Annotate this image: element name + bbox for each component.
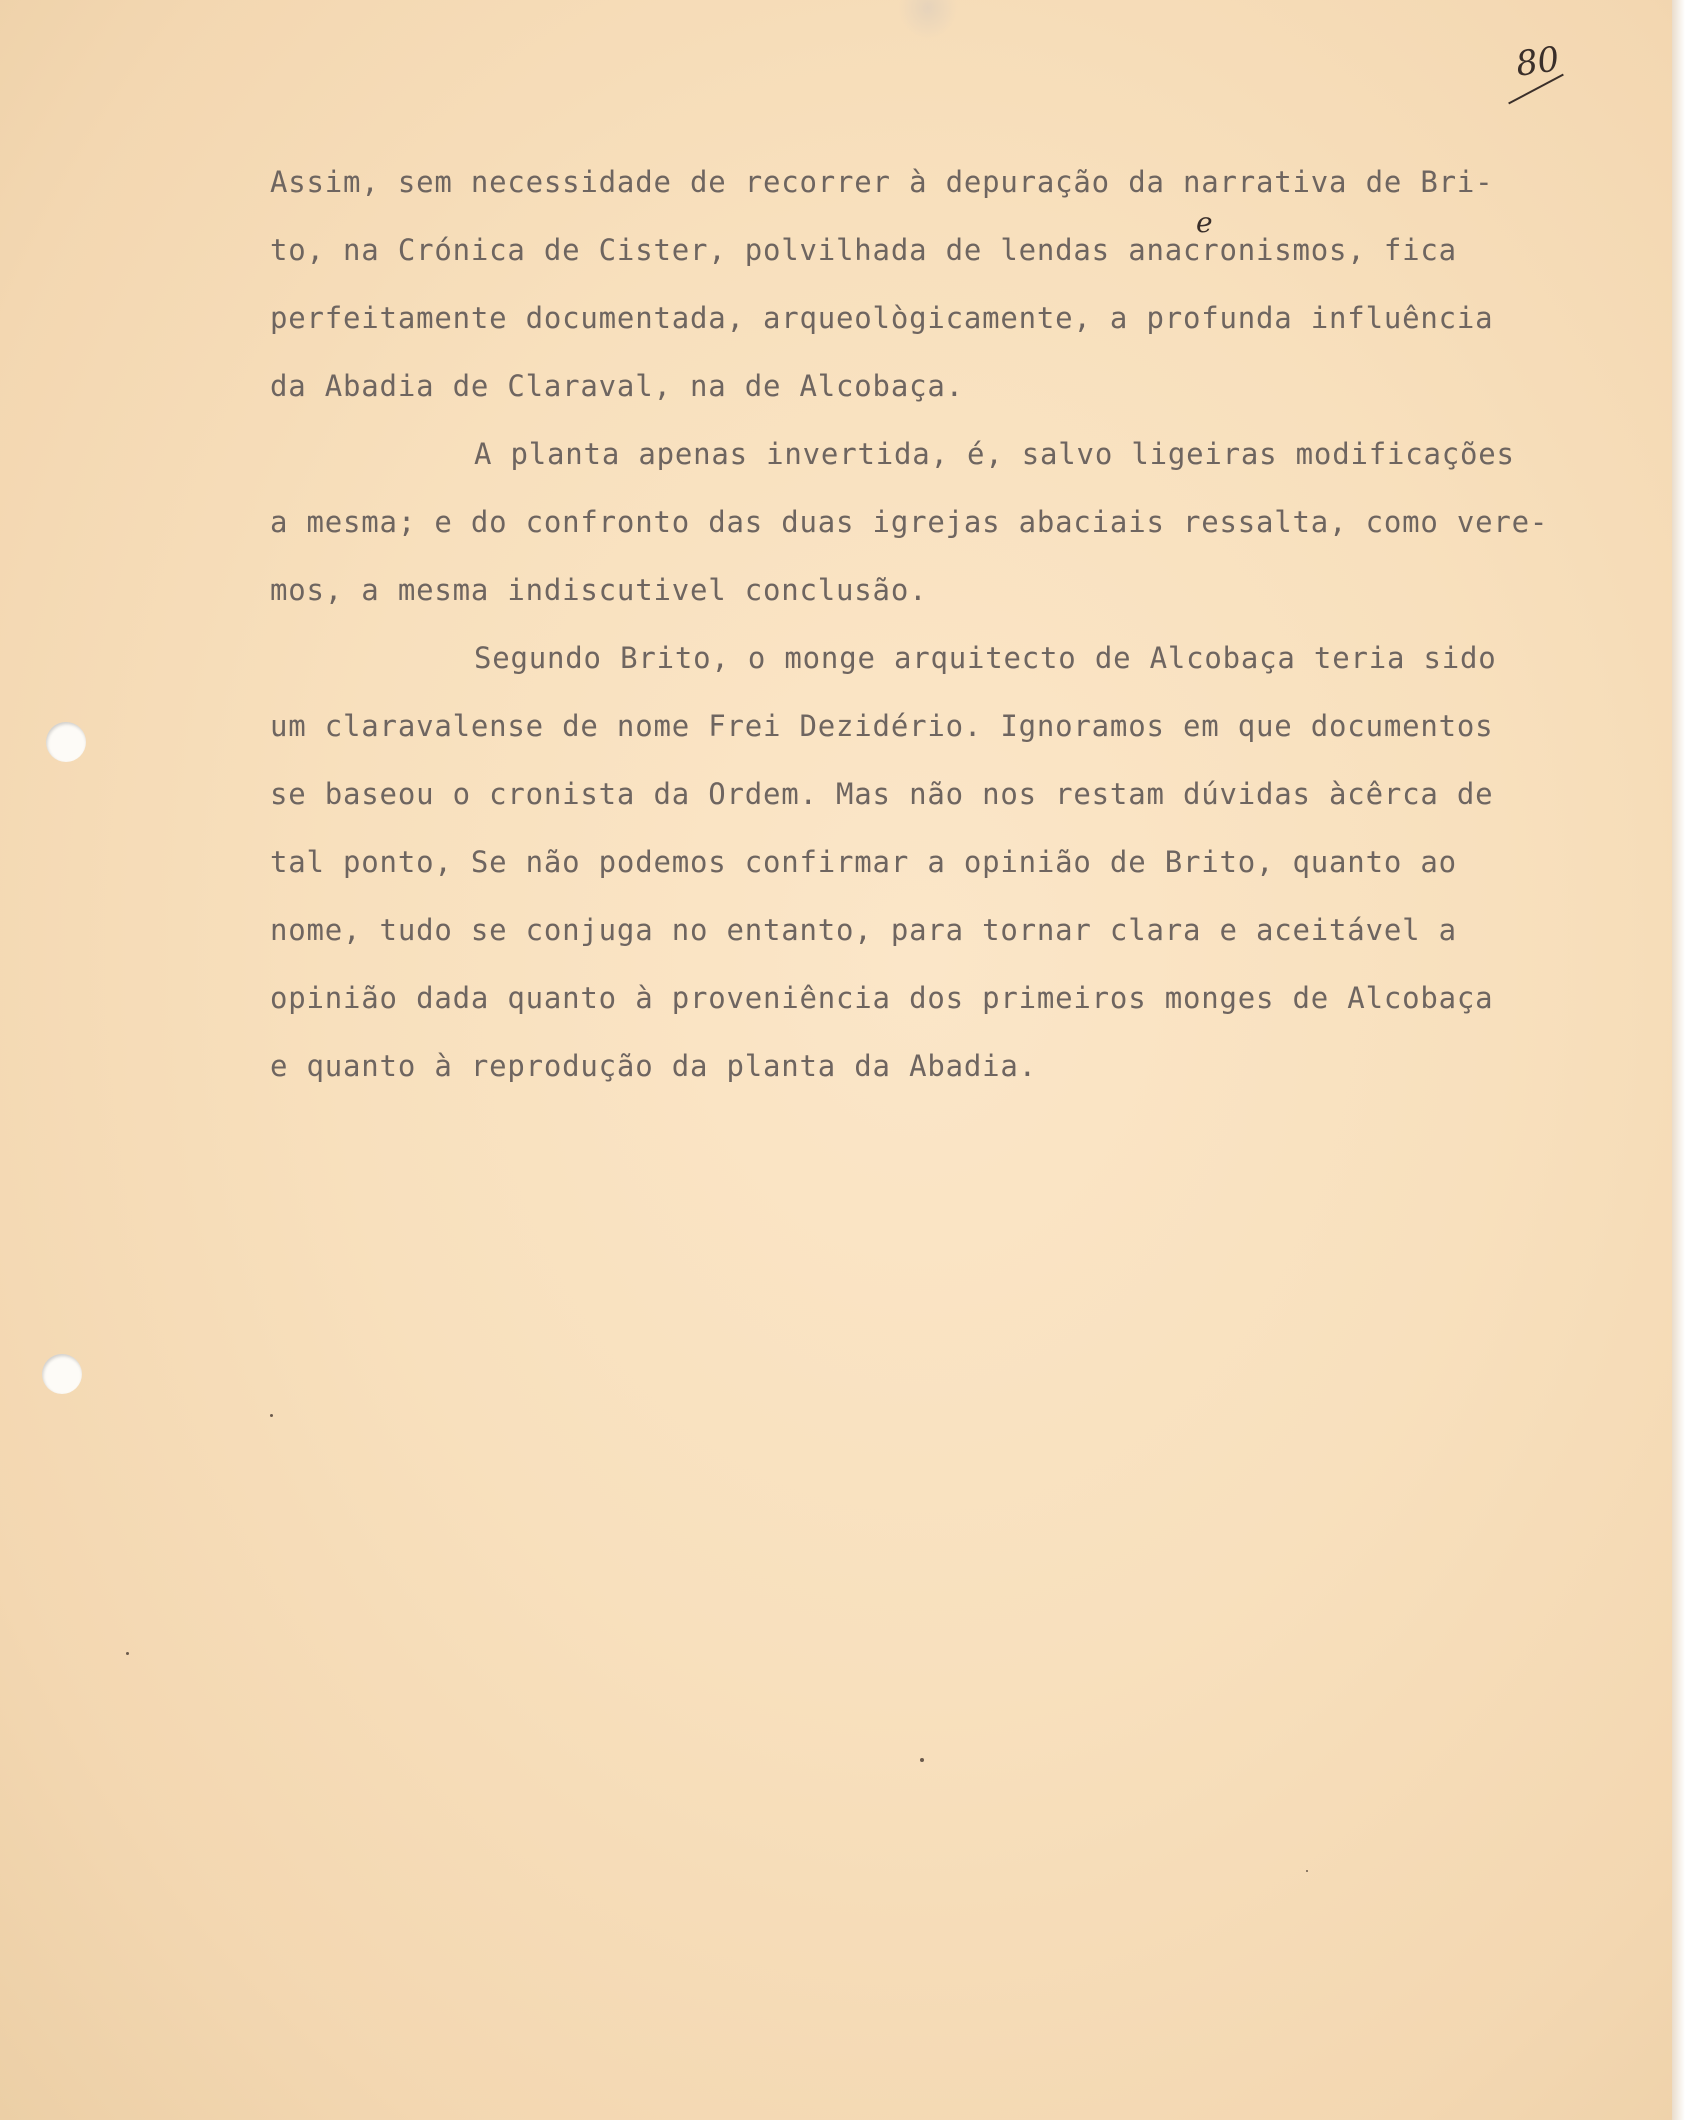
top-edge-mark <box>898 0 958 40</box>
paragraph-3-line-6: opinião dada quanto à proveniência dos primeiros monges de Alcobaça <box>270 981 1494 1015</box>
paragraph-3-line-7: e quanto à reprodução da planta da Abadia. <box>270 1049 1037 1083</box>
punch-hole <box>46 722 86 762</box>
typewritten-text <box>270 148 1650 1100</box>
paragraph-3-line-5: nome, tudo se conjuga no entanto, para tornar clara e aceitável a <box>270 913 1457 947</box>
paragraph-2-line-1: A planta apenas invertida, é, salvo ligeiras modificações <box>474 437 1515 471</box>
punch-hole <box>42 1354 82 1394</box>
scan-background-edge <box>1672 0 1685 2120</box>
paragraph-2-line-2: a mesma; e do confronto das duas igrejas abaciais ressalta, como vere- <box>270 505 1549 539</box>
paragraph-1-line-3: perfeitamente documentada, arqueològicamente, a profunda influência <box>270 301 1494 335</box>
handwritten-page-number: 80 <box>1513 39 1562 85</box>
paragraph-3-line-4: tal ponto, Se não podemos confirmar a opinião de Brito, quanto ao <box>270 845 1457 879</box>
paper-speck <box>1306 1870 1308 1872</box>
paragraph-1-line-4: da Abadia de Claraval, na de Alcobaça. <box>270 369 964 403</box>
paper-speck <box>270 1414 273 1417</box>
paragraph-1-line-1: Assim, sem necessidade de recorrer à depuração da narrativa de Bri- <box>270 165 1494 199</box>
paragraph-3-line-3: se baseou o cronista da Ordem. Mas não nos restam dúvidas àcêrca de <box>270 777 1494 811</box>
paper-speck <box>126 1652 129 1655</box>
paper-speck <box>920 1758 924 1762</box>
paragraph-3-line-1: Segundo Brito, o monge arquitecto de Alcobaça teria sido <box>474 641 1497 675</box>
handwritten-insertion-mark: e <box>1196 206 1213 239</box>
paragraph-2-line-3: mos, a mesma indiscutivel conclusão. <box>270 573 928 607</box>
paragraph-3-line-2: um claravalense de nome Frei Dezidério. Ignoramos em que documentos <box>270 709 1494 743</box>
paragraph-1-line-2: to, na Crónica de Cister, polvilhada de lendas anacronismos, fica <box>270 233 1457 267</box>
